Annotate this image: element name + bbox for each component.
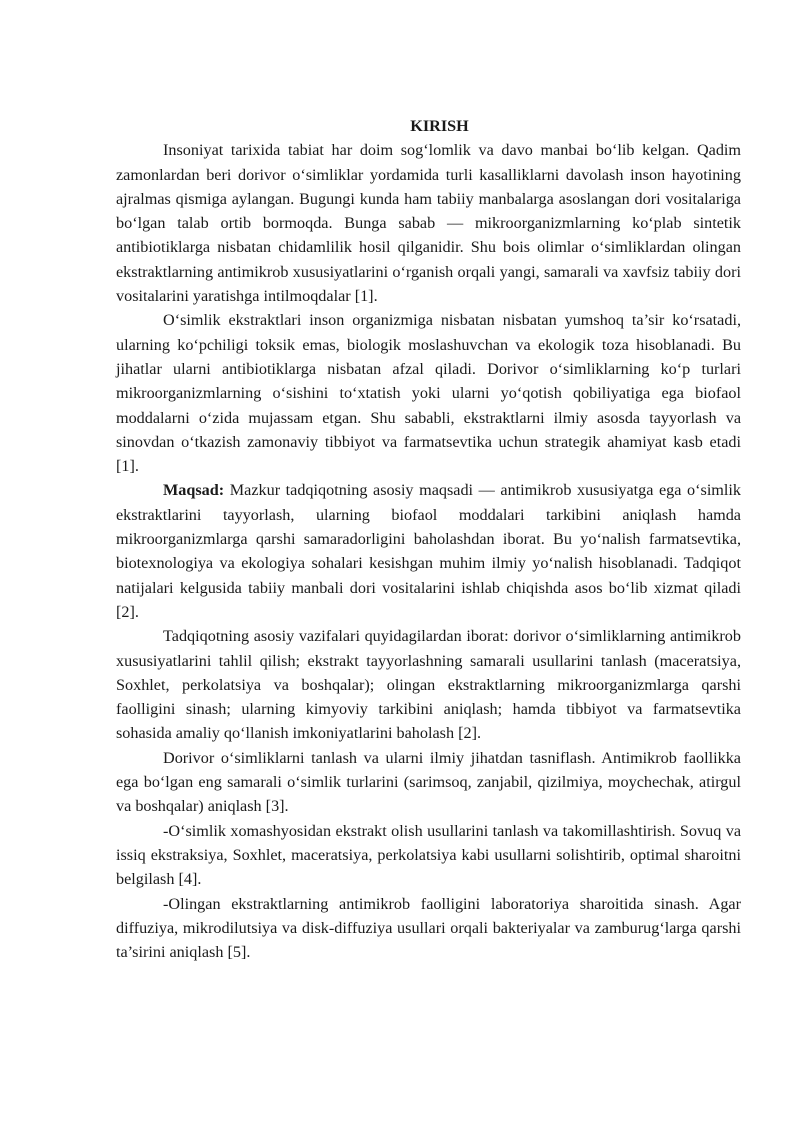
- paragraph-text: O‘simlik ekstraktlari inson organizmiga nisbatan nisbatan yumshoq ta’sir ko‘rsatadi, ularning ko‘pchiligi toksik emas, biologik moslashuvchan va ekologik toza hisoblanadi. Bu jihatlar ularni antibiotiklarga nisbatan afzal qiladi. Dorivor o‘simliklarning ko‘p turlari mikroorganizmlarning o‘sishini to‘xtatish yoki ularni yo‘qotish qobiliyatiga ega biofaol moddalarni o‘zida mujassam etgan. Shu sababli, ekstraktlarni ilmiy asosda tayyorlash va sinovdan o‘tkazish zamonaviy tibbiyot va farmatsevtika uchun strategik ahamiyat kasb etadi [1].: [116, 311, 741, 476]
- paragraph-plant-selection: [116, 746, 741, 819]
- section-heading: KIRISH: [410, 117, 469, 135]
- paragraph-plant-extracts: [116, 308, 741, 478]
- paragraph-lead: Maqsad:: [163, 481, 225, 500]
- paragraph-text: Dorivor o‘simliklarni tanlash va ularni ilmiy jihatdan tasniflash. Antimikrob faollikka ega bo‘lgan eng samarali o‘simlik turlarini (sarimsoq, zanjabil, qizilmiya, moychechak, atirgul va boshqalar) aniqlash [3].: [116, 748, 741, 816]
- document-body: [116, 114, 741, 964]
- paragraph-extraction-methods: [116, 819, 741, 892]
- paragraph-goal: [116, 478, 741, 624]
- paragraph-lab-testing: [116, 892, 741, 965]
- paragraph-intro: [116, 138, 741, 308]
- paragraph-text: Tadqiqotning asosiy vazifalari quyidagilardan iborat: dorivor o‘simliklarning antimikrob xususiyatlarini tahlil qilish; ekstrakt tayyorlashning samarali usullarini tanlash (maceratsiya, Soxhlet, perkolatsiya va boshqalar); olingan ekstraktlarning mikroorganizmlarga qarshi faolligini sinash; ularning kimyoviy tarkibini aniqlash; hamda tibbiyot va farmatsevtika sohasida amaliy qo‘llanish imkoniyatlarini baholash [2].: [116, 627, 741, 743]
- paragraph-text: Mazkur tadqiqotning asosiy maqsadi — antimikrob xususiyatga ega o‘simlik ekstraktlarini tayyorlash, ularning biofaol moddalari tarkibini aniqlash hamda mikroorganizmlarga qarshi samaradorligini baholashdan iborat. Bu yo‘nalish farmatsevtika, biotexnologiya va ekologiya sohalari kesishgan muhim ilmiy yo‘nalish hisoblanadi. Tadqiqot natijalari kelgusida tabiiy manbali dori vositalarini ishlab chiqishda asos bo‘lib xizmat qiladi [2].: [116, 481, 741, 621]
- paragraph-text: Insoniyat tarixida tabiat har doim sog‘lomlik va davo manbai bo‘lib kelgan. Qadim zamonlardan beri dorivor o‘simliklar yordamida turli kasalliklarni davolash inson hayotining ajralmas qismiga aylangan. Bugungi kunda ham tabiiy manbalarga asoslangan dori vositalariga bo‘lgan talab ortib bormoqda. Bunga sabab — mikroorganizmlarning ko‘plab sintetik antibiotiklarga nisbatan chidamlilik hosil qilganidir. Shu bois olimlar o‘simliklardan olingan ekstraktlarning antimikrob xususiyatlarini o‘rganish orqali yangi, samarali va xavfsiz tabiiy dori vositalarini yaratishga intilmoqdalar [1].: [116, 141, 741, 306]
- paragraph-text: -O‘simlik xomashyosidan ekstrakt olish usullarini tanlash va takomillashtirish. Sovuq va issiq ekstraksiya, Soxhlet, maceratsiya, perkolatsiya kabi usullarni solishtirib, optimal sharoitni belgilash [4].: [116, 821, 741, 889]
- paragraph-text: -Olingan ekstraktlarning antimikrob faolligini laboratoriya sharoitida sinash. Agar diffuziya, mikrodilutsiya va disk-diffuziya usullari orqali bakteriyalar va zamburug‘larga qarshi ta’sirini aniqlash [5].: [116, 894, 741, 962]
- paragraph-tasks: [116, 624, 741, 745]
